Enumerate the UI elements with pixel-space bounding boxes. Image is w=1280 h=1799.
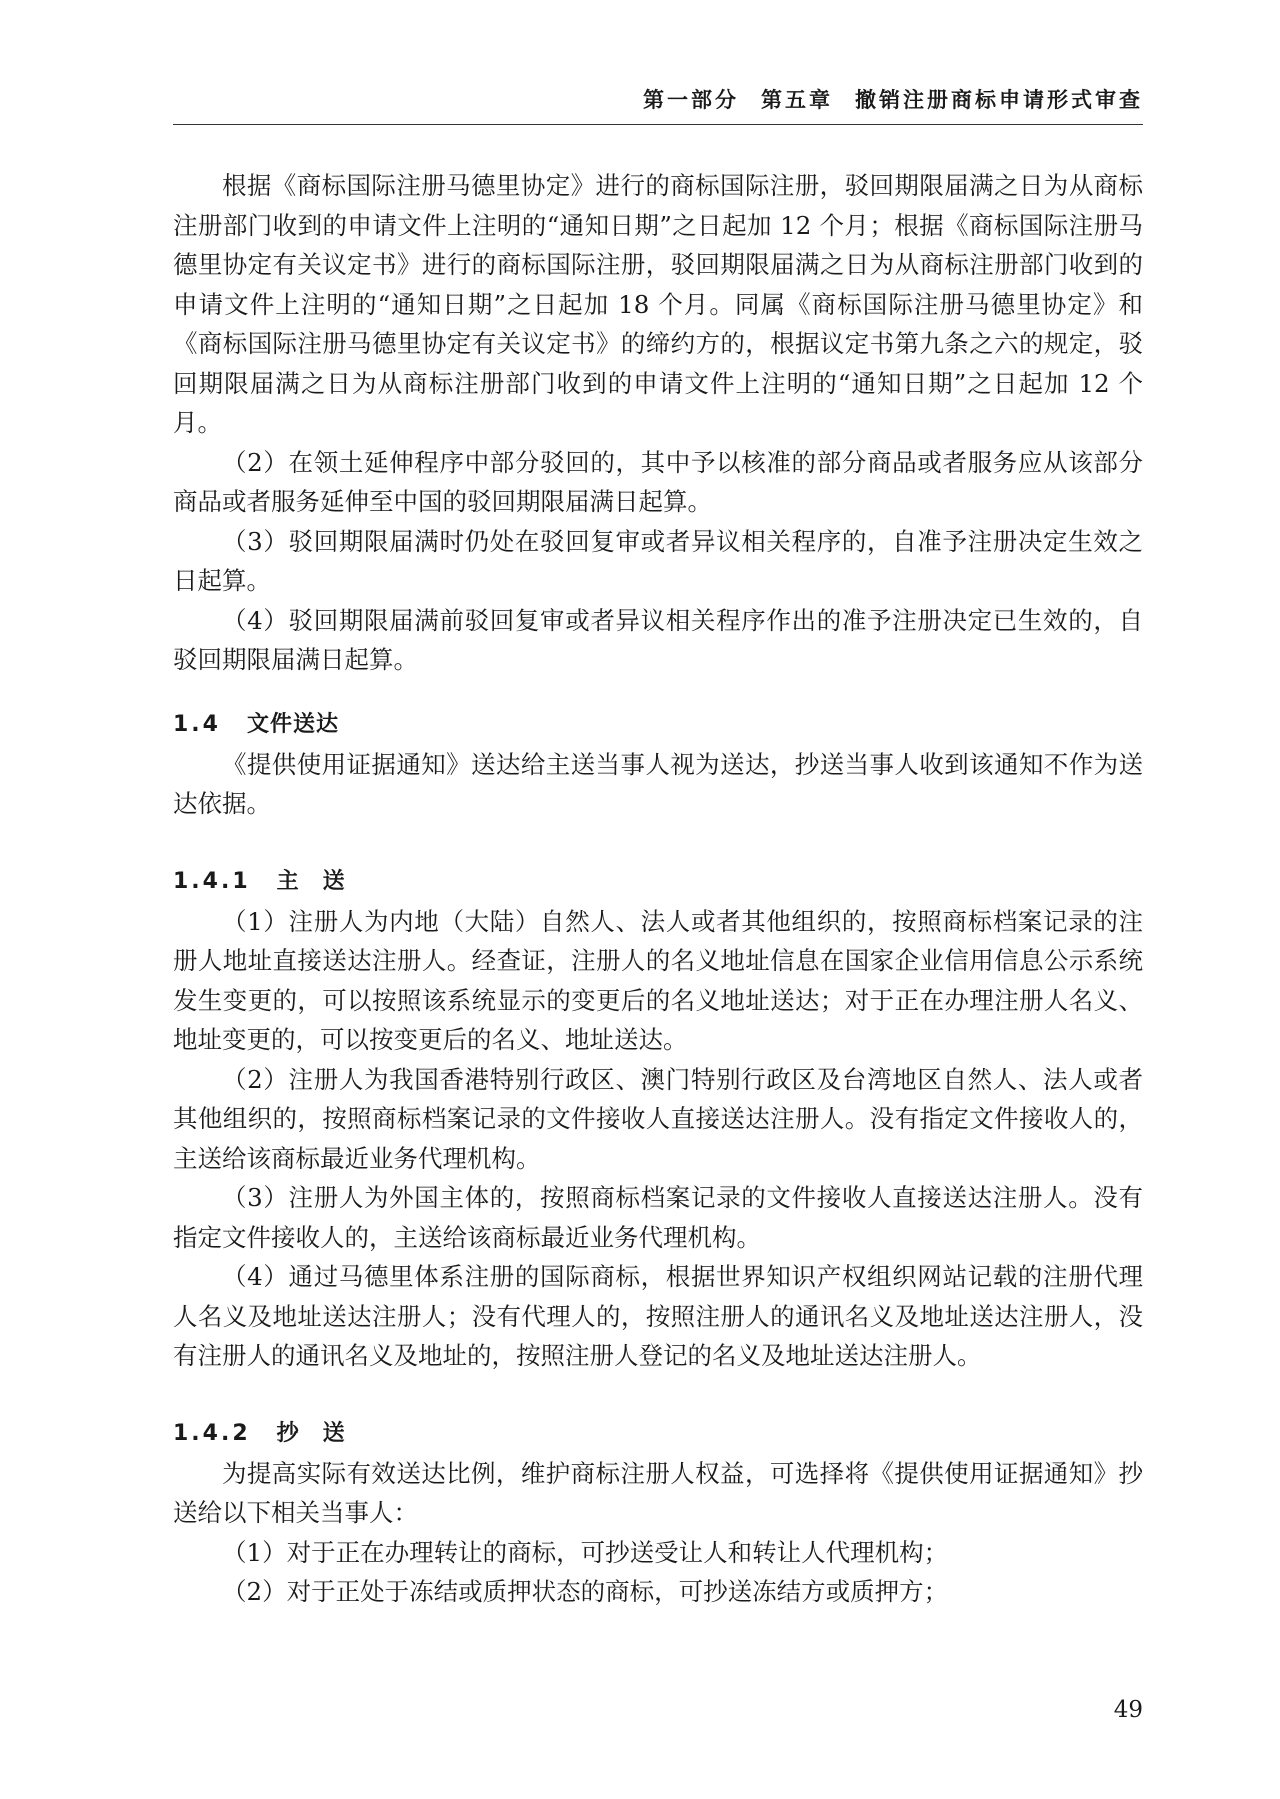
paragraph-item-3: （3）驳回期限届满时仍处在驳回复审或者异议相关程序的，自准予注册决定生效之日起算。: [173, 526, 1143, 595]
section-title: 抄 送: [276, 1420, 346, 1446]
header-part: 第一部分: [643, 88, 739, 112]
paragraph-madrid-deadline: 根据《商标国际注册马德里协定》进行的商标国际注册，驳回期限届满之日为从商标注册部门收到的申请文件上注明的“通知日期”之日起加 12 个月；根据《商标国际注册马德里协定有关议定书》进行的商标国际注册，驳回期限届满之日为从商标注册部门收到的申请文件上注明的“通知日期”之日起加 18 个月。同属《商标国际注册马德里协定》和《商标国际注册马德里协定有关议定书》的缔约方的，根据议定书第九条之六的规定，驳回期限届满之日为从商标注册部门收到的申请文件上注明的“通知日期”之日起加 12 个月。: [173, 171, 1143, 437]
section-title: 主 送: [276, 868, 346, 894]
paragraph-item-4: （4）驳回期限届满前驳回复审或者异议相关程序作出的准予注册决定已生效的，自驳回期限届满日起算。: [173, 605, 1143, 674]
paragraph-cc-2: （2）对于正处于冻结或质押状态的商标，可抄送冻结方或质押方；: [222, 1577, 949, 1606]
paragraph-document-delivery: 《提供使用证据通知》送达给主送当事人视为送达，抄送当事人收到该通知不作为送达依据。: [173, 749, 1143, 818]
header-title: 撤销注册商标申请形式审查: [855, 88, 1143, 112]
paragraph-cc-intro: 为提高实际有效送达比例，维护商标注册人权益，可选择将《提供使用证据通知》抄送给以下相关当事人：: [173, 1458, 1143, 1527]
section-number: 1.4: [173, 711, 221, 737]
page-number: 49: [1113, 1697, 1143, 1723]
section-number: 1.4.2: [173, 1420, 251, 1446]
paragraph-cc-1: （1）对于正在办理转让的商标，可抄送受让人和转让人代理机构；: [222, 1537, 949, 1567]
header-text: [643, 84, 1143, 114]
section-heading-1-4: [173, 705, 1143, 745]
paragraph-main-send-1: （1）注册人为内地（大陆）自然人、法人或者其他组织的，按照商标档案记录的注册人地址直接送达注册人。经查证，注册人的名义地址信息在国家企业信用信息公示系统发生变更的，可以按照该系统显示的变更后的名义地址送达；对于正在办理注册人名义、地址变更的，可以按变更后的名义、地址送达。: [173, 906, 1143, 1054]
page-body: [173, 166, 1143, 1612]
header-chapter: 第五章: [761, 88, 833, 112]
paragraph-main-send-4: （4）通过马德里体系注册的国际商标，根据世界知识产权组织网站记载的注册代理人名义及地址送达注册人；没有代理人的，按照注册人的通讯名义及地址送达注册人，没有注册人的通讯名义及地址的，按照注册人登记的名义及地址送达注册人。: [173, 1262, 1143, 1370]
paragraph-item-2: （2）在领土延伸程序中部分驳回的，其中予以核准的部分商品或者服务应从该部分商品或者服务延伸至中国的驳回期限届满日起算。: [173, 447, 1143, 516]
section-heading-1-4-2: [173, 1414, 1143, 1454]
paragraph-main-send-2: （2）注册人为我国香港特别行政区、澳门特别行政区及台湾地区自然人、法人或者其他组织的，按照商标档案记录的文件接收人直接送达注册人。没有指定文件接收人的，主送给该商标最近业务代理机构。: [173, 1064, 1143, 1173]
section-number: 1.4.1: [173, 868, 251, 894]
section-heading-1-4-1: [173, 862, 1143, 902]
paragraph-main-send-3: （3）注册人为外国主体的，按照商标档案记录的文件接收人直接送达注册人。没有指定文件接收人的，主送给该商标最近业务代理机构。: [173, 1183, 1143, 1252]
section-title: 文件送达: [246, 711, 339, 737]
running-header: [173, 84, 1143, 125]
